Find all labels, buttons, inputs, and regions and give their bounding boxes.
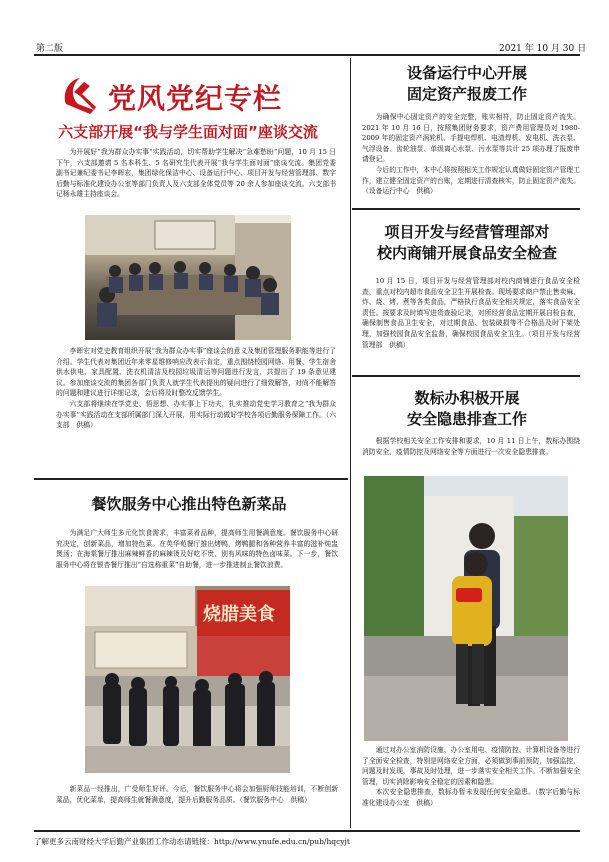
meeting-photo [85,215,291,340]
banner-title: 党风党纪专栏 [108,82,283,115]
article5-body-1 [362,436,580,457]
article4-divider [352,375,580,377]
article3-paragraph-2: 今后的工作中，本中心将按照相关工作规定认真做好固定资产管理工作，建立健全固定资产的台账，定期进行清查核实，防止固定资产流失。（设备运行中心 供稿） [362,165,580,196]
article3-title-line1: 设备运行中心开展 [406,64,527,82]
article1-paragraph-2: 李晖宏对党史教育组织开展“我为群众办实事”座谈会的意义及集团管理服务职能等进行了介绍。学生代表对集团近年来零星维修响应改表示肯定，重点围绕校园网络、用餐、学生宿舍供水供电、家具配置、洗衣机清洁及校园垃圾清运等问题进行发言，共提出了 19 条意见建议。参加座谈交流的集团各部门负责人就学生代表提出的疑问进行了细致解答，对尚不能解答的问题和建议进行详细记录，会后将及时整改反馈学生。 [56,347,336,398]
footer-link-text: 了解更多云南财经大学后勤产业集团工作动态请链接：http://www.ynufe.edu.cn/pub/hqcyjt [34,837,350,846]
article2-paragraph-2: 新菜品一经推出，广受师生好评。今后，餐饮服务中心将会加强厨师技能培训，不断创新菜品，优化菜单，提高师生就餐满意度，提升后勤服务品质。（餐饮服务中心 供稿） [56,785,338,804]
party-emblem-icon [60,74,102,114]
canteen-sign: 烧腊美食 [203,604,275,625]
article5-paragraph-2: 通过对办公室消防设施、办公室用电、疫情防控、计算机设备等进行了全面安全检查，特别是网络安全方面，必须做到事前预防，加强监控，问题及时发现，事故及时处理，进一步落实安全相关工作。不断加强安全管理，切实消除影响安全稳定的因素和隐患。 [362,746,580,786]
article5-title [352,388,582,430]
inspection-photo [364,476,568,741]
article1-paragraph-1: 为开展好“我为群众办实事”实践活动，切实帮助学生解决“急难愁盼”问题，10 月 15 日下午，六支部邀请 5 名本科生、5 名研究生代表开展“我与学生面对面”座谈交流。集团党委副书记兼纪委书记李晖宏，集团绿化保洁中心、设备运行中心、项目开发与经营管理部、数字后勤与标准化建设办公室等部门负责人及六支部全体党员等 20 余人参加座谈交流。六支部书记杨永雄主持座谈会。 [56,148,336,199]
article2-body-2 [56,784,338,805]
article4-title-line1: 项目开发与经营管理部对 [384,223,550,241]
article1-body-2 [56,346,336,431]
article4-paragraph-1: 10 月 15 日，项目开发与经营管理部对校内商铺进行食品安全检查，重点对校内超市食品安全卫生开展检查。现场要求商户禁止售卖麻、炸、烧、烤、煮等各类食品，严格执行食品安全相关规定，落实食品安全责任。按要求及时填写进货查验记录，对所经营食品定期开展自检自查，确保制售食品卫生安全，对过期食品、包装破损等不合格品及时下架处理，加强校园食品安全监督，确保校园食品安全卫生。（项目开发与经营管理部 供稿） [362,277,580,349]
article1-title: 六支部开展“我与学生面对面”座谈交流 [58,123,318,141]
edition-label: 第二版 [36,44,64,54]
article5-title-line1: 数标办积极开展 [414,389,520,407]
article3-divider [352,208,580,210]
article4-title [352,222,582,264]
article4-title-line2: 校内商铺开展食品安全检查 [376,244,557,262]
article1-paragraph-3: 六支部将继续在学党史、悟思想、办实事上下功夫，扎实推动党史学习教育之“我为群众办实事”实践活动在支部所属部门深入开展，用实际行动做好学校各项后勤服务保障工作。（六支部 供稿） [56,399,336,430]
article5-title-line2: 安全隐患排查工作 [406,410,527,428]
footer-rule [34,830,580,832]
article5-paragraph-3: 本次安全隐患排查，数标办暂未发现任何安全隐患。（数字后勤与标准化建设办公室 供稿） [362,788,580,807]
article3-body [362,112,580,197]
article1-divider [34,478,348,480]
article4-body [362,276,580,350]
article2-body-1 [56,528,338,570]
canteen-photo [85,586,290,773]
header-rule [34,54,580,56]
article1-body-1 [56,147,336,200]
issue-date: 2021 年 10 月 30 日 [499,44,587,54]
article2-title: 餐饮服务中心推出特色新菜品 [91,495,287,513]
article2-paragraph-1: 为满足广大师生多元化饮食需求，丰富菜肴品种，提高师生用餐满意度。餐饮服务中心研究决定，创新菜品，增加特色菜。在英华苑餐厅推出烤鸭，烤鸭腿和各种营养丰富的滋补炖盅煲汤；在海棠餐厅推出麻辣鲜香的麻辣烫及好吃不贵、别有风味的特色卤味菜。下一步，餐饮服务中心将在银杏餐厅推出“自选称重菜”自助餐，进一步推进制止餐饮浪费。 [56,529,338,569]
article3-title [352,63,582,105]
column-divider [350,58,351,828]
article3-title-line2: 固定资产报废工作 [406,85,527,103]
article5-body-2 [362,745,580,809]
article3-paragraph-1: 为确保中心固定资产的安全完整，账实相符，防止固定资产流失。2021 年 10 月 16 日，按照集团财务要求，资产费用管理员对 1980-2009 年的固定资产涡轮机、手提电焊机、电渣焊机、发电机、洗衣泵、气浮设备、齿轮油泵、单级离心水泵、污水泵等共计 25 项办理了报废申请登记。 [362,113,580,164]
article5-paragraph-1: 根据学校相关安全工作安排和要求，10 月 11 日上午，数标办围绕消防安全、疫情防控及网络安全等方面进行一次安全隐患排查。 [362,437,580,456]
